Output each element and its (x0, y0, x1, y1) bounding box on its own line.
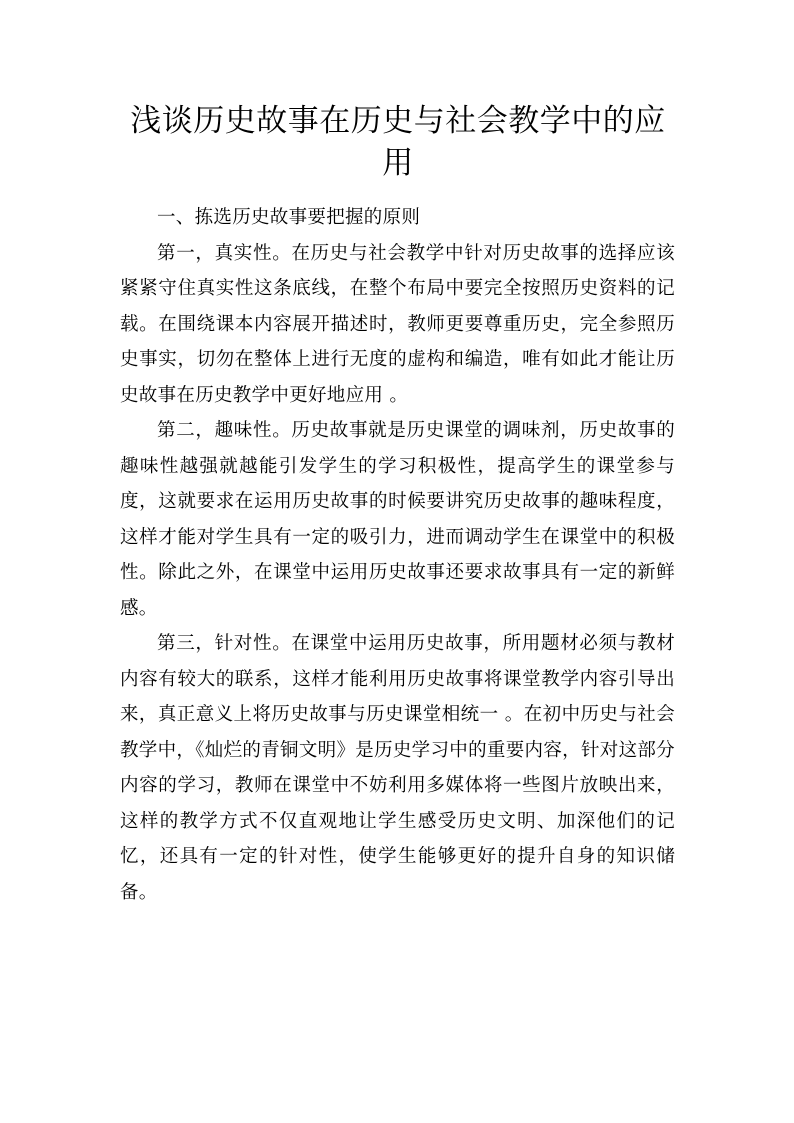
document-body (120, 200, 675, 910)
paragraph-interest: 第二，趣味性。历史故事就是历史课堂的调味剂，历史故事的趣味性越强就越能引发学生的学习积极性，提高学生的课堂参与度，这就要求在运用历史故事的时候要讲究历史故事的趣味程度，这样才能对学生具有一定的吸引力，进而调动学生在课堂中的积极性。除此之外，在课堂中运用历史故事还要求故事具有一定的新鲜感。 (120, 420, 675, 619)
section-heading: 一、拣选历史故事要把握的原则 (157, 207, 421, 228)
paragraph-relevance: 第三，针对性。在课堂中运用历史故事，所用题材必须与教材内容有较大的联系，这样才能利用历史故事将课堂教学内容引导出来，真正意义上将历史故事与历史课堂相统一 。在初中历史与社会教学中，《灿烂的青铜文明》是历史学习中的重要内容，针对这部分内容的学习，教师在课堂中不妨利用多媒体将一些图片放映出来，这样的教学方式不仅直观地让学生感受历史文明、加深他们的记忆，还具有一定的针对性，使学生能够更好的提升自身的知识储备。 (120, 633, 675, 903)
document-title: 浅谈历史故事在历史与社会教学中的应用 (130, 103, 666, 181)
paragraph-authenticity: 第一，真实性。在历史与社会教学中针对历史故事的选择应该紧紧守住真实性这条底线，在整个布局中要完全按照历史资料的记载。在围绕课本内容展开描述时，教师更要尊重历史，完全参照历史事实，切勿在整体上进行无度的虚构和编造，唯有如此才能让历史故事在历史教学中更好地应用 。 (120, 242, 675, 406)
